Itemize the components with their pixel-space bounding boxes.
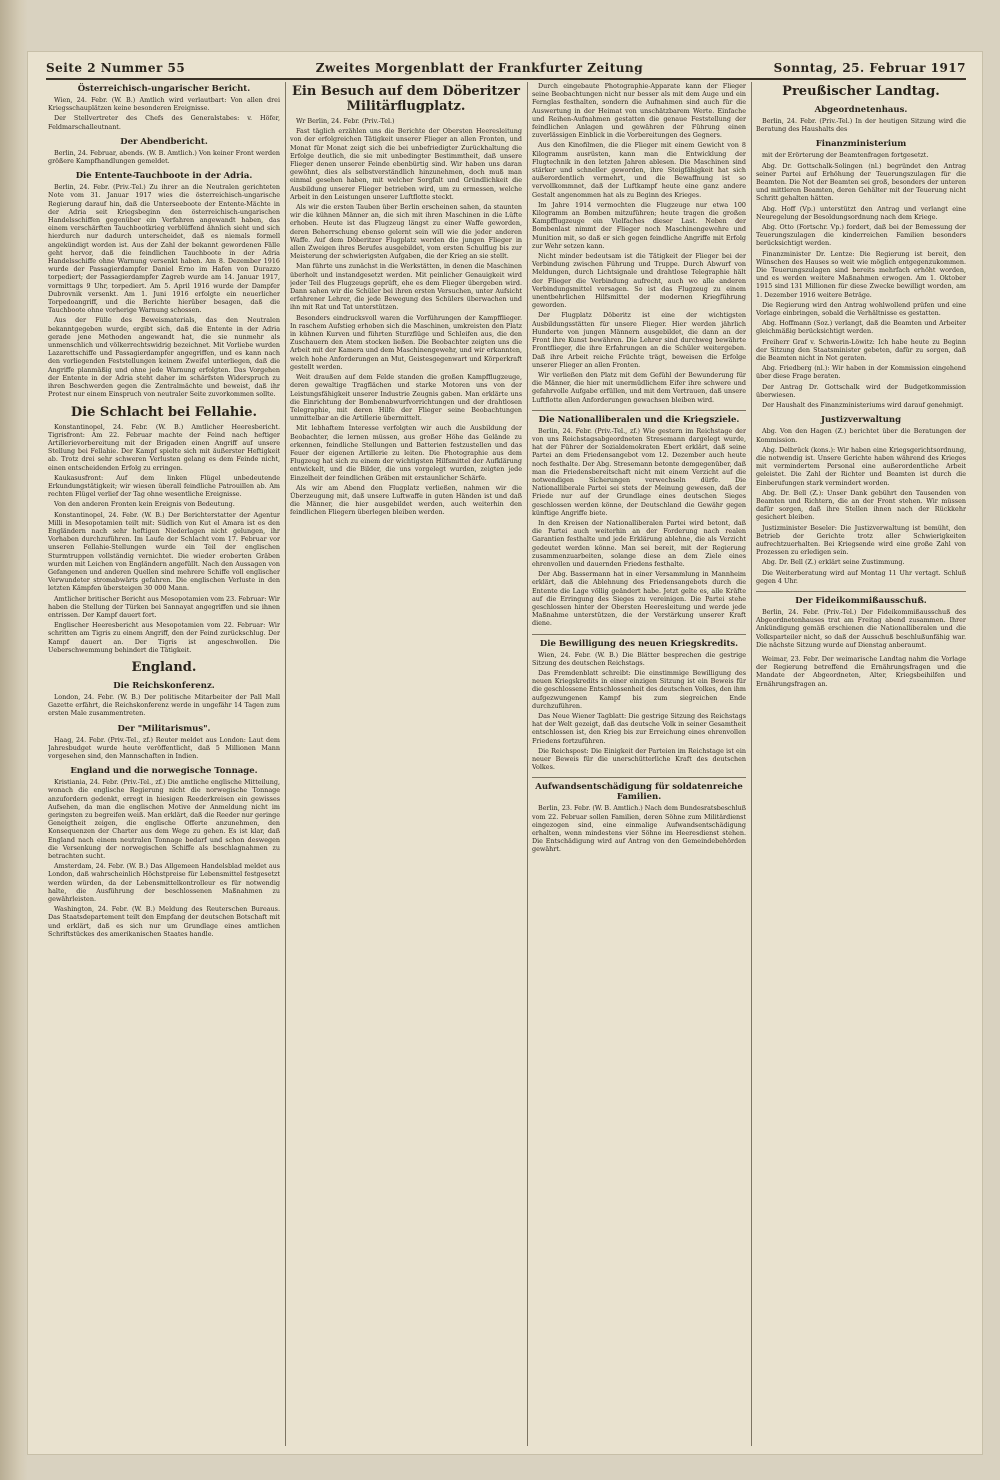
masthead-title: Zweites Morgenblatt der Frankfurter Zeitung [315,61,644,75]
article [48,171,280,398]
article-paragraph: Berlin, 24. Febr. (Priv.-Tel.) In der heutigen Sitzung wird die Beratung des Haushalts des [756,117,966,134]
article [290,84,522,517]
article-paragraph: Der Antrag Dr. Gottschalk wird der Budgetkommission überwiesen. [756,382,966,399]
article-paragraph: Die Weiterberatung wird auf Montag 11 Uhr vertagt. Schluß gegen 4 Uhr. [756,568,966,585]
article-paragraph: Wr Berlin, 24. Febr. (Priv.-Tel.) [296,117,395,125]
article-paragraph: Fast täglich erzählen uns die Berichte der Obersten Heeresleitung von der erfolgreichen Tätigkeit unserer Flieger an allen Fronten, und Monat für Monat zeigt sich die bei unbefriedigter Zurückhaltung die Erfolge deutlich, die sie mit unbedingter Bestimmtheit, daß unsere Flieger denen unserer Feinde ebenbürtig sind. Wir haben uns daran gewöhnt, dies als selbstverständlich hinzunehmen, doch muß man einmal gesehen haben, mit welcher Sorgfalt und Gründlichkeit die Ausbildung unserer Flieger betrieben wird, um zu ermessen, welche Arbeit in den Leistungen unserer Luftflotte steckt. [290,127,522,201]
article-paragraph: Konstantinopel, 24. Febr. (W. B.) Der Berichterstatter der Agentur Milli in Mesopotamien teilt mit: Südlich von Kut el Amara ist es den Engländern nach sehr heftigen Niederlagen nicht gelungen, ihr Vorhaben durchzuführen. Im Laufe der Schlacht vom 17. Februar vor unseren Fellahie-Stellungen wurde ein Teil der englischen Sturmtruppen vollständig vernichtet. Die wieder eroberten Gräben wurden mit Leichen von Engländern angefüllt. Nach den Aussagen von Gefangenen und anderen Quellen sind mehrere Schiffe voll englischer Verwundeter stromabwärts gefahren. Die englischen Verluste in den letzten Kämpfen übersteigen 30 000 Mann. [48,510,280,593]
article-headline: England. [131,659,197,675]
article-paragraph: Die Reichspost: Die Einigkeit der Parteien im Reichstage ist ein neuer Beweis für die unerschütterliche Kraft des deutschen Volkes. [532,746,746,772]
article [756,591,966,649]
column-1 [48,82,280,1448]
article-paragraph: Finanzminister Dr. Lentze: Die Regierung ist bereit, den Wünschen des Hauses so weit wie möglich entgegenzukommen. Die Teuerungszulagen sind bereits mehrfach erhöht worden, und es werden weitere Maßnahmen erwogen. Am 1. Oktober 1915 sind 131 Millionen für diese Zwecke bewilligt worden, am 1. Dezember 1916 weitere Beträge. [756,249,966,299]
article [48,405,280,654]
article-headline: Der Abendbericht. [120,136,208,147]
article-headline: Preußischer Landtag. [782,84,940,99]
article-headline: Österreichisch-ungarischer Bericht. [77,84,251,94]
article-paragraph: Abg. Friedberg (nl.): Wir haben in der Kommission eingehend über diese Frage beraten. [756,364,966,381]
article [532,634,746,772]
article-paragraph: Der Stellvertreter des Chefs des Generalstabes: v. Höfer, Feldmarschalleutnant. [48,114,280,131]
column-2 [290,82,522,1448]
article-headline: Justizverwaltung [820,415,902,426]
article-paragraph: Besonders eindrucksvoll waren die Vorführungen der Kampfflieger. In raschem Aufstieg erhoben sich die Maschinen, umkreisten den Platz in kühnen Kurven und führten Sturzflüge und Schleifen aus, die den Zuschauern den Atem stocken ließen. Die Beobachter zeigten uns die Arbeit mit der Kamera und dem Maschinengewehr, und wir erkannten, welch hohe Anforderungen an Mut, Geistesgegenwart und Körperkraft gestellt werden. [290,313,522,371]
column-rule [527,82,528,1446]
article-paragraph: Abg. Hoff (Vp.) unterstützt den Antrag und verlangt eine Neuregelung der Besoldungsordnung nach dem Kriege. [756,204,966,221]
article-paragraph: Berlin, 24. Februar, abends. (W. B. Amtlich.) Von keiner Front werden größere Kampfhandlungen gemeldet. [48,148,280,166]
article-headline: Die Reichskonferenz. [113,680,215,691]
article-paragraph: Abg. Dr. Bell (Z.) erklärt seine Zustimmung. [762,558,905,567]
article [532,777,746,853]
column-4 [756,82,966,1448]
article-paragraph: Justizminister Beseler: Die Justizverwaltung ist bemüht, den Betrieb der Gerichte trotz aller Schwierigkeiten aufrechtzuerhalten. Bei Kriegsende wird eine große Zahl von Prozessen zu erledigen sein. [756,523,966,557]
article-paragraph: Durch eingebaute Photographie-Apparate kann der Flieger seine Beobachtungen nicht nur besser als mit dem Auge und ein Fernglas festhalten, sondern die Aufnahmen sind auch für die Auswertung in der Heimat von unschätzbarem Werte. Einfache und Reihen-Aufnahmen gestatten die genaue Feststellung der feindlichen Anlagen und gewähren der Führung einen zuverlässigen Einblick in die Vorbereitungen des Gegners. [532,82,746,140]
article [532,82,746,404]
article [756,84,966,99]
article-paragraph: London, 24. Febr. (W. B.) Der politische Mitarbeiter der Pall Mall Gazette erfährt, die Reichskonferenz werde in ungefähr 14 Tagen zum ersten Male zusammentreten. [48,692,280,718]
article [756,415,966,585]
article-paragraph: Der Haushalt des Finanzministeriums wird darauf genehmigt. [762,401,964,410]
article-paragraph: Englischer Heeresbericht aus Mesopotamien vom 22. Februar: Wir schritten am Tigris zu einem Angriff, den der Feind zurückschlug. Der Kampf dauert an. Der Tigris ist angeschwollen. Die Ueberschwemmung behindert die Tätigkeit. [48,621,280,654]
article [48,681,280,718]
masthead-date: Sonntag, 25. Februar 1917 [773,61,966,75]
masthead [46,56,966,80]
article-paragraph: Abg. Delbrück (kons.): Wir haben eine Kriegsgerichtsordnung, die notwendig ist. Unsere Gerichte haben während des Krieges mit vermindertem Personal eine außerordentliche Arbeit geleistet. Die Zahl der Richter und Beamten ist durch die Einberufungen stark vermindert worden. [756,445,966,487]
article-paragraph: Freiherr Graf v. Schwerin-Löwitz: Ich habe heute zu Beginn der Sitzung den Staatsminister gebeten, dafür zu sorgen, daß die Beamten nicht in Not geraten. [756,337,966,363]
article-headline: Die Bewilligung des neuen Kriegskredits. [539,638,739,649]
article-paragraph: Amsterdam, 24. Febr. (W. B.) Das Allgemeen Handelsblad meldet aus London, daß wahrscheinlich Höchstpreise für Lebensmittel festgesetzt werden würden, da der Lebensmittelkontrolleur es für notwendig halte, die Ausführung der beschlossenen Maßnahmen zu gewährleisten. [48,862,280,904]
article-headline: Finanzministerium [815,139,907,150]
article-headline: Aufwandsentschädigung für soldatenreiche Familien. [535,782,743,803]
column-3 [532,82,746,1448]
article-paragraph: Der Flugplatz Döberitz ist eine der wichtigsten Ausbildungsstätten für unsere Flieger. Hier werden jährlich Hunderte von jungen Männern ausgebildet, die dann an der Front ihre Kunst bewähren. Die Lehrer sind durchweg bewährte Frontflieger, die ihre Erfahrungen an die Schüler weitergeben. Daß ihre Arbeit reiche Früchte trägt, beweisen die Erfolge unserer Flieger an allen Fronten. [532,311,746,369]
article-paragraph: mit der Erörterung der Beamtenfragen fortgesetzt. [762,151,929,160]
article-paragraph: Abg. Hoffmann (Soz.) verlangt, daß die Beamten und Arbeiter gleichmäßig berücksichtigt werden. [756,319,966,336]
column-rule [751,82,752,1446]
article-paragraph: Konstantinopel, 24. Febr. (W. B.) Amtlicher Heeresbericht. Tigrisfront: Am 22. Februar machte der Feind nach heftiger Artillerievorbereitung mit der Brigaden einen Angriff auf unsere Stellung bei Fellahie. Der Kampf spielte sich mit äußerster Heftigkeit ab. Trotz drei sehr schweren Verlusten gelang es dem Feinde nicht, einen entscheidenden Erfolg zu erringen. [48,422,280,472]
article-paragraph: Abg. Dr. Bell (Z.): Unser Dank gebührt den Tausenden von Beamten und Richtern, die an der Front stehen. Wir müssen dafür sorgen, daß ihre Stellen ihnen nach der Rückkehr gesichert bleiben. [756,488,966,522]
article-paragraph: Aus den Kinofilmen, die die Flieger mit einem Gewicht von 8 Kilogramm ausrüsten, kann man die Entwicklung der Flugtechnik in den letzten Jahren ablesen. Die Maschinen sind stärker und schneller geworden, ihre Steigfähigkeit hat sich außerordentlich vermehrt, und die Bewaffnung ist so vervollkommnet, daß der Luftkampf heute eine ganz andere Gestalt angenommen hat als zu Beginn des Krieges. [532,141,746,199]
article-paragraph: Weit draußen auf dem Felde standen die großen Kampfflugzeuge, deren gewaltige Tragflächen und starke Motoren uns von der Leistungsfähigkeit unserer Industrie Zeugnis gaben. Man erklärte uns die Einrichtung der Bombenabwurfvorrichtungen und der drahtlosen Telegraphie, mit deren Hilfe der Flieger seine Beobachtungen unmittelbar an die Artillerie übermittelt. [290,373,522,423]
page-gutter [0,0,28,1480]
article-paragraph: Kristiania, 24. Febr. (Priv.-Tel., zf.) Die amtliche englische Mitteilung, wonach die englische Regierung nicht die norwegische Tonnage anzufordern gedenkt, erregt in hiesigen Reederkreisen ein gewisses Aufsehen, da man die englischen Motive der Anmeldung nicht im geringsten zu begreifen weiß. Man erklärt, daß die Reeder nur geringe Geneigtheit zeigen, die englische Offerte anzunehmen, den Konsequenzen der Charter aus dem Wege zu gehen. Es ist klar, daß England nach einem neutralen Tonnage bedarf und schon deswegen die Versenkung der norwegischen Schiffe als beschlagnahmen zu betrachten sucht. [48,778,280,861]
article-headline: Der Fideikommißausschuß. [795,595,927,606]
article [48,766,280,938]
article-paragraph: Das Fremdenblatt schreibt: Die einstimmige Bewilligung des neuen Kriegskredits in einer einzigen Sitzung ist ein Beweis für die geschlossene Entschlossenheit des deutschen Volkes, den ihm aufgezwungenen Kampf bis zum siegreichen Ende durchzuführen. [532,669,746,710]
article-paragraph: Weimar, 23. Febr. Der weimarische Landtag nahm die Vorlage der Regierung betreffend die Ernährungsfragen und die Mandate der Abgeordneten, Alter, Kriegsbeihilfen und Ernährungsfragen an. [756,654,966,688]
column-rule [285,82,286,1446]
masthead-page-number: Seite 2 Nummer 55 [46,61,186,75]
article-paragraph: Berlin, 24. Febr. (Priv.-Tel.) Der Fideikommißausschuß des Abgeordnetenhauses trat am Freitag abend zusammen. Ihrer Ankündigung gemäß erschienen die Nationalliberalen und die Volksparteiler nicht, so daß der Ausschuß beschlußunfähig war. Die nächste Sitzung wurde auf Dienstag anberaumt. [756,607,966,649]
article [48,660,280,675]
article-paragraph: Wir verließen den Platz mit dem Gefühl der Bewunderung für die Männer, die hier mit unermüdlichem Eifer ihre schwere und gefahrvolle Aufgabe erfüllen, und mit dem Vertrauen, daß unsere Luftflotte allen Anforderungen gewachsen bleiben wird. [532,370,746,404]
article-headline: Die Entente-Tauchboote in der Adria. [75,171,253,182]
article [48,137,280,165]
article-paragraph: Mit lebhaftem Interesse verfolgten wir auch die Ausbildung der Beobachter, die lernen müssen, aus großer Höhe das Gelände zu erkennen, feindliche Stellungen und Batterien festzustellen und das Feuer der eigenen Artillerie zu leiten. Die Photographie aus dem Flugzeug hat sich zu einem der wichtigsten Hilfsmittel der Aufklärung entwickelt, und die Bilder, die uns vorgelegt wurden, zeigten jede Einzelheit der feindlichen Gräben mit erstaunlicher Schärfe. [290,424,522,482]
article-headline: Abgeordnetenhaus. [814,105,908,115]
article-paragraph: Man führte uns zunächst in die Werkstätten, in denen die Maschinen überholt und instandgesetzt werden. Mit peinlicher Genauigkeit wird jeder Teil des Flugzeugs geprüft, ehe es dem Flieger übergeben wird. Dann sahen wir die Schüler bei ihren ersten Versuchen, unter Aufsicht erfahrener Lehrer, die jede Bewegung des Schülers überwachen und ihn mit Rat und Tat unterstützen. [290,262,522,312]
article-paragraph: Abg. Dr. Gottschalk-Solingen (nl.) begründet den Antrag seiner Partei auf Erhöhung der Teuerungszulagen für die Beamten. Die Not der Beamten sei groß, besonders der unteren und mittleren Beamten, deren Gehälter mit der Teuerung nicht Schritt gehalten hätten. [756,161,966,203]
article [532,410,746,628]
article-paragraph: Amtlicher britischer Bericht aus Mesopotamien vom 23. Februar: Wir haben die Stellung der Türken bei Sannayat angegriffen und sie ihnen entrissen. Der Kampf dauert fort. [48,594,280,619]
article-paragraph: Nicht minder bedeutsam ist die Tätigkeit der Flieger bei der Verbindung zwischen Führung und Truppe. Durch Abwurf von Meldungen, durch Lichtsignale und drahtlose Telegraphie hält der Flieger die Verbindung aufrecht, auch wo alle anderen Verbindungsmittel versagen. So ist das Flugzeug zu einem unentbehrlichen Hilfsmittel der modernen Kriegführung geworden. [532,252,746,310]
article-headline: Ein Besuch auf dem Döberitzer Militärflugplatz. [292,84,520,114]
article-paragraph: Haag, 24. Febr. (Priv.-Tel., zf.) Reuter meldet aus London: Laut dem Jahresbudget wurde heute veröffentlicht, daß 5 Millionen Mann vorgesehen sind, den Mannschaften in Indien. [48,735,280,760]
article-paragraph: Wien, 24. Febr. (W. B.) Die Blätter besprechen die gestrige Sitzung des deutschen Reichstags. [532,650,746,667]
article-paragraph: Das Neue Wiener Tagblatt: Die gestrige Sitzung des Reichstags hat der Welt gezeigt, daß das deutsche Volk in seiner Gesamtheit entschlossen ist, den Krieg bis zur Erreichung eines ehrenvollen Friedens fortzuführen. [532,712,746,745]
article-paragraph: Kaukasusfront: Auf dem linken Flügel unbedeutende Erkundungstätigkeit; wir wiesen überall feindliche Patrouillen ab. Am rechten Flügel verlief der Tag ohne wesentliche Ereignisse. [48,473,280,499]
article-paragraph: Abg. Von den Hagen (Z.) berichtet über die Beratungen der Kommission. [756,427,966,444]
article-paragraph: Die Regierung wird den Antrag wohlwollend prüfen und eine Vorlage einbringen, sobald die Verhältnisse es gestatten. [756,300,966,318]
article [756,105,966,133]
article-paragraph: Im Jahre 1914 vermochten die Flugzeuge nur etwa 100 Kilogramm an Bomben mitzuführen; heute tragen die großen Kampfflugzeuge ein Vielfaches dieser Last. Neben der Bombenlast nimmt der Flieger noch Maschinengewehre und Munition mit, so daß er sich gegen feindliche Angriffe mit Erfolg zur Wehr setzen kann. [532,200,746,250]
article-paragraph: Abg. Otto (Fortschr. Vp.) fordert, daß bei der Bemessung der Teuerungszulagen die kinderreichen Familien besonders berücksichtigt werden. [756,223,966,248]
article-headline: Die Nationalliberalen und die Kriegsziele. [538,414,740,425]
article-paragraph: In den Kreisen der Nationalliberalen Partei wird betont, daß die Partei auch weiterhin an der Forderung nach realen Garantien festhalte und jede Erklärung ablehne, die als Verzicht gedeutet werden könne. Man sei bereit, mit der Regierung zusammenzuarbeiten, solange diese an dem Ziele eines ehrenvollen und dauernden Friedens festhalte. [532,518,746,568]
article [756,655,966,688]
article-headline: England und die norwegische Tonnage. [70,766,258,777]
article [48,724,280,761]
article-paragraph: Washington, 24. Febr. (W. B.) Meldung des Reuterschen Bureaus. Das Staatsdepartement teilt den Empfang der deutschen Botschaft mit und erklärt, daß es sich nur um Grundlage eines amtlichen Schriftstückes des amerikanischen Staates handle. [48,905,280,938]
article-headline: Die Schlacht bei Fellahie. [70,404,258,420]
article-paragraph: Von den anderen Fronten kein Ereignis von Bedeutung. [54,500,235,509]
article-paragraph: Berlin, 23. Febr. (W. B. Amtlich.) Nach dem Bundesratsbeschluß vom 22. Februar sollen Familien, deren Söhne zum Militärdienst eingezogen sind, eine einmalige Aufwandsentschädigung erhalten, wenn mindestens vier Söhne im Heeresdienst stehen. Die Entschädigung wird auf Antrag von den Gemeindebehörden gewährt. [532,804,746,854]
article-paragraph: Berlin, 24. Febr. (Priv.-Tel., zf.) Wie gestern im Reichstage der von uns Reichstagsabgeordneten Stresemann dargelegt wurde, hat der Führer der Sozialdemokraten Ebert erklärt, daß seine Partei an dem Friedensangebot vom 12. Dezember auch heute noch festhalte. Der Abg. Stresemann betonte demgegenüber, daß man die Friedensbereitschaft nicht mit einem Verzicht auf die notwendigen Sicherungen verwechseln dürfe. Die Nationalliberale Partei sei stets der Meinung gewesen, daß der Friede nur auf der Grundlage eines deutschen Sieges geschlossen werden könne, der Deutschland die Gewähr gegen künftige Angriffe biete. [532,426,746,517]
article-paragraph: Wien, 24. Febr. (W. B.) Amtlich wird verlautbart: Von allen drei Kriegsschauplätzen keine besonderen Ereignisse. [48,96,280,113]
article-paragraph: Als wir die ersten Tauben über Berlin erscheinen sahen, da staunten wir die kühnen Männer an, die sich mit ihren Maschinen in die Lüfte erhoben. Heute ist das Flugzeug längst zu einer Waffe geworden, deren Beherrschung ebenso gelernt sein will wie die jeder anderen Waffe. Auf dem Döberitzer Flugplatz werden die jungen Flieger in allen Zweigen ihres Berufes ausgebildet, vom ersten Schulflug bis zur Meisterung der schwierigsten Aufgaben, die der Krieg an sie stellt. [290,203,522,261]
article [756,139,966,409]
article [48,84,280,131]
article-headline: Der "Militarismus". [117,723,211,734]
article-paragraph: Der Abg. Bassermann hat in einer Versammlung in Mannheim erklärt, daß die Ablehnung des Friedensangebots durch die Entente die Lage völlig geändert habe. Jetzt gelte es, alle Kräfte auf die Erringung des Sieges zu vereinigen. Die Partei stehe geschlossen hinter der Obersten Heeresleitung und werde jede Maßnahme unterstützen, die der Verstärkung unserer Kraft diene. [532,570,746,628]
article-paragraph: Aus der Fülle des Beweismaterials, das den Neutralen bekanntgegeben wurde, ergibt sich, daß die Entente in der Adria gerade jene Methoden angewandt hat, die sie nunmehr als unmenschlich und völkerrechtswidrig bezeichnet. Mit Vorliebe wurden Lazarettschiffe und Passagierdampfer angegriffen, und es kann nach den vorliegenden Feststellungen keinem Zweifel unterliegen, daß die Angriffe planmäßig und ohne jede Warnung erfolgten. Das Vorgehen der Entente in der Adria steht daher im schärfsten Widerspruch zu ihren Beschwerden gegen die Zentralmächte und beweist, daß ihr Protest nur einem Einspruch von neutraler Seite zuvorkommen sollte. [48,316,280,399]
article-paragraph: Berlin, 24. Febr. (Priv.-Tel.) Zu ihrer an die Neutralen gerichteten Note vom 31. Januar 1917 wies die österreichisch-ungarische Regierung darauf hin, daß die Unterseeboote der Entente-Mächte in der Adria seit Kriegsbeginn den österreichisch-ungarischen Handelsschiffen gegenüber ein Verfahren angewandt haben, das einem verschärften Tauchbootkrieg verblüffend ähnlich sieht und sich hierdurch nur dadurch unterscheidet, daß es niemals formell angekündigt worden ist. Aus der Zahl der bekannt gewordenen Fälle geht hervor, daß die feindlichen Tauchboote in der Adria Handelsschiffe ohne Warnung versenkt haben. Am 8. Dezember 1916 wurde der Passagierdampfer Daniel Erno im Hafen von Durazzo torpediert; der Passagierdampfer Zagreb wurde am 14. Januar 1917, vormittags 9 Uhr, torpediert. Am 5. April 1916 wurde der Dampfer Dubrovnik versenkt. Am 1. Juni 1916 erfolgte ein neuerlicher Torpedoangriff, und die Berichte hierüber besagen, daß die Tauchboote ohne vorherige Warnung schossen. [48,183,280,315]
article-paragraph: Als wir am Abend den Flugplatz verließen, nahmen wir die Überzeugung mit, daß unsere Luftwaffe in guten Händen ist und daß die Männer, die hier ausgebildet werden, auch weiterhin den feindlichen Fliegern überlegen bleiben werden. [290,483,522,517]
